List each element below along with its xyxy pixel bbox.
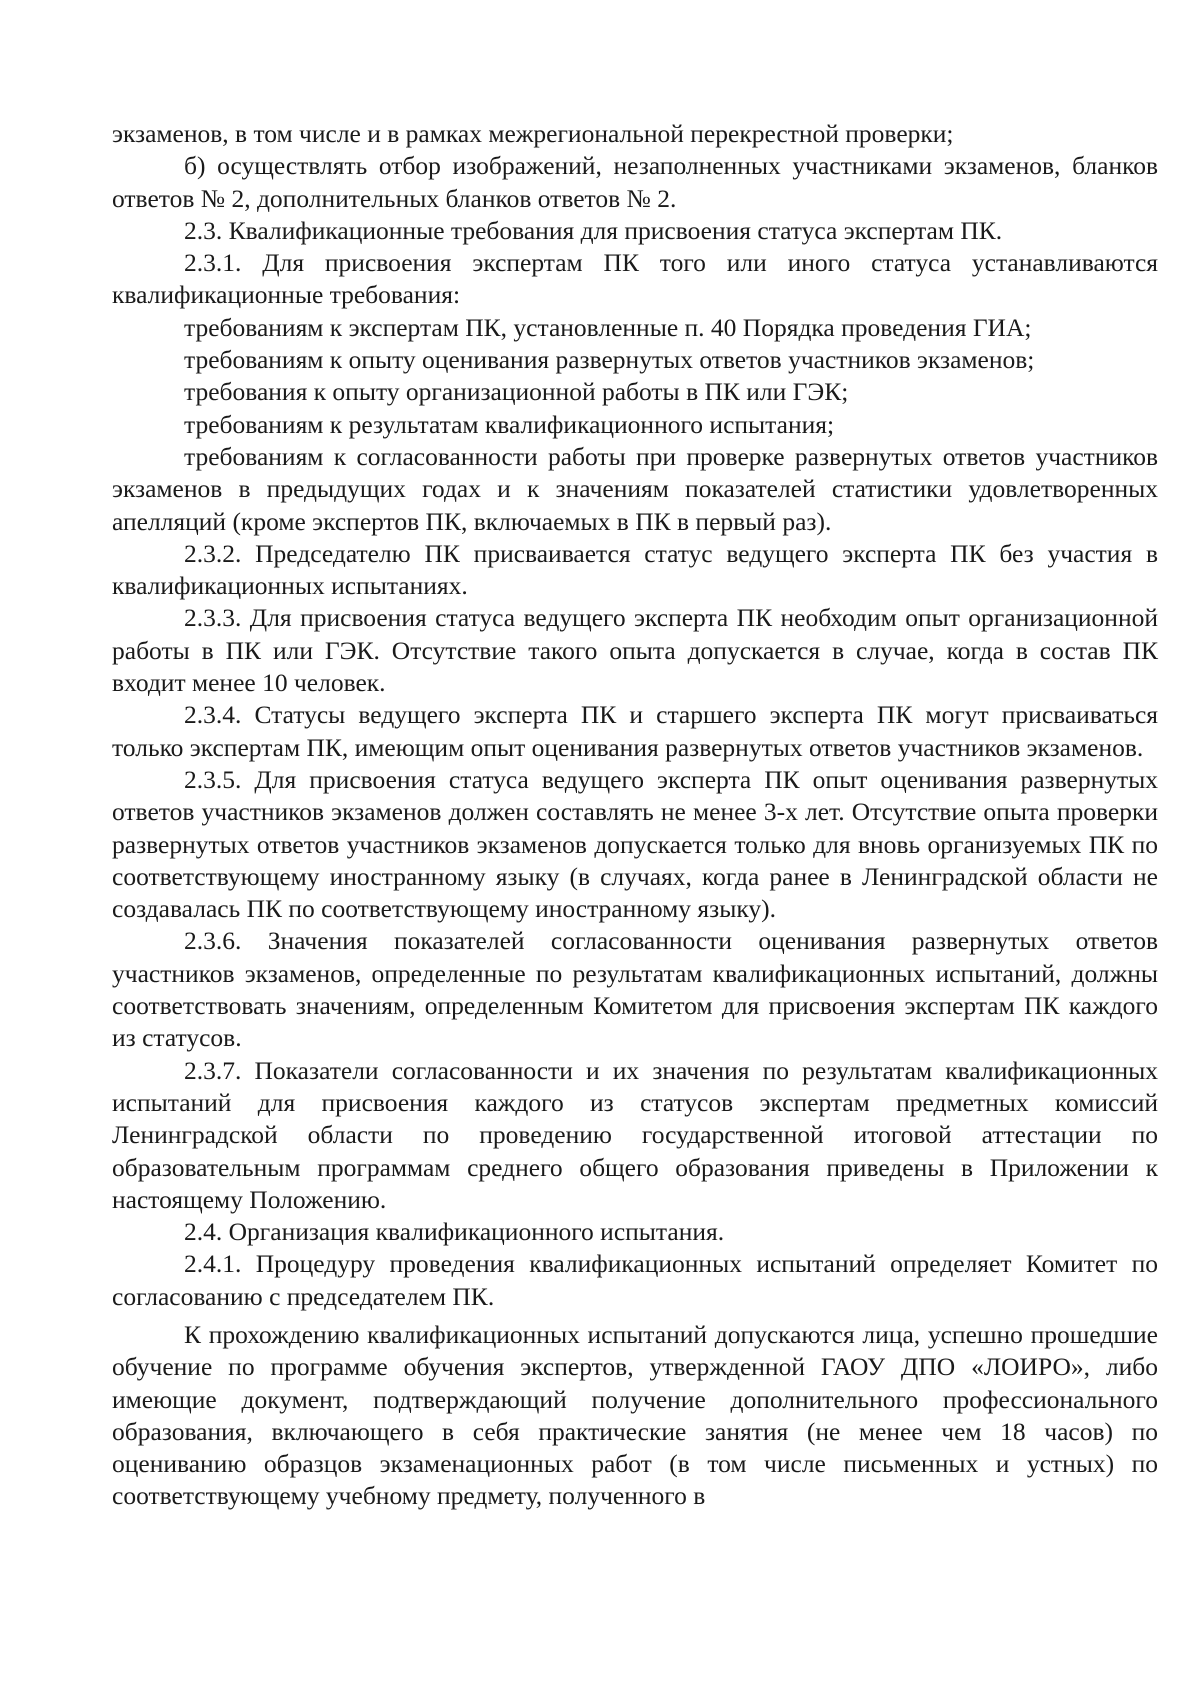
paragraph: 2.3.2. Председателю ПК присваивается статус ведущего эксперта ПК без участия в квалификационных испытаниях. xyxy=(112,538,1158,601)
paragraph: 2.4.1. Процедуру проведения квалификационных испытаний определяет Комитет по согласованию с председателем ПК. xyxy=(112,1249,1158,1311)
paragraph: 2.3.4. Статусы ведущего эксперта ПК и старшего эксперта ПК могут присваиваться только экспертам ПК, имеющим опыт оценивания развернутых ответов участников экзаменов. xyxy=(112,700,1158,762)
list-item: требованиям к экспертам ПК, установленные п. 40 Порядка проведения ГИА; xyxy=(184,312,1032,342)
paragraph: б) осуществлять отбор изображений, незаполненных участниками экзаменов, бланков ответов № 2, дополнительных бланков ответов № 2. xyxy=(112,151,1158,213)
list-item: требованиям к результатам квалификационного испытания; xyxy=(184,409,835,439)
paragraph: 2.3.1. Для присвоения экспертам ПК того или иного статуса устанавливаются квалификационные требования: xyxy=(112,248,1158,310)
paragraph: 2.3.5. Для присвоения статуса ведущего эксперта ПК опыт оценивания развернутых ответов участников экзаменов должен составлять не менее 3-х лет. Отсутствие опыта проверки развернутых ответов участников экзаменов допускается только для вновь организуемых ПК по соответствующему иностранному языку (в случаях, когда ранее в Ленинградской области не создавалась ПК по соответствующему иностранному языку). xyxy=(112,764,1158,924)
paragraph: 2.3.6. Значения показателей согласованности оценивания развернутых ответов участников экзаменов, определенные по результатам квалификационных испытаний, должны соответствовать значениям, определенным Комитетом для присвоения экспертам ПК каждого из статусов. xyxy=(112,926,1158,1053)
list-item: требования к опыту организационной работы в ПК или ГЭК; xyxy=(184,377,849,407)
paragraph: 2.3.7. Показатели согласованности и их значения по результатам квалификационных испытаний для присвоения каждого из статусов экспертам предметных комиссий Ленинградской области по проведению государственной итоговой аттестации по образовательным программам среднего общего образования приведены в Приложении к настоящему Положению. xyxy=(112,1055,1158,1214)
paragraph: К прохождению квалификационных испытаний допускаются лица, успешно прошедшие обучение по программе обучения экспертов, утвержденной ГАОУ ДПО «ЛОИРО», либо имеющие документ, подтверждающий получение дополнительного профессионального образования, включающего в себя практические занятия (не менее чем 18 часов) по оцениванию образцов экзаменационных работ (в том числе письменных и устных) по соответствующему учебному предмету, полученного в xyxy=(112,1319,1158,1511)
section-heading: 2.3. Квалификационные требования для присвоения статуса экспертам ПК. xyxy=(184,215,1003,245)
paragraph: экзаменов, в том числе и в рамках межрегиональной перекрестной проверки; xyxy=(112,119,954,148)
list-item: требованиям к согласованности работы при проверке развернутых ответов участников экзаменов в предыдущих годах и к значениям показателей статистики удовлетворенных апелляций (кроме экспертов ПК, включаемых в ПК в первый раз). xyxy=(112,441,1158,536)
document-body xyxy=(112,118,1158,1513)
list-item: требованиям к опыту оценивания развернутых ответов участников экзаменов; xyxy=(184,345,1035,375)
section-heading: 2.4. Организация квалификационного испытания. xyxy=(184,1217,725,1247)
paragraph: 2.3.3. Для присвоения статуса ведущего эксперта ПК необходим опыт организационной работы в ПК или ГЭК. Отсутствие такого опыта допускается в случае, когда в состав ПК входит менее 10 человек. xyxy=(112,603,1158,698)
